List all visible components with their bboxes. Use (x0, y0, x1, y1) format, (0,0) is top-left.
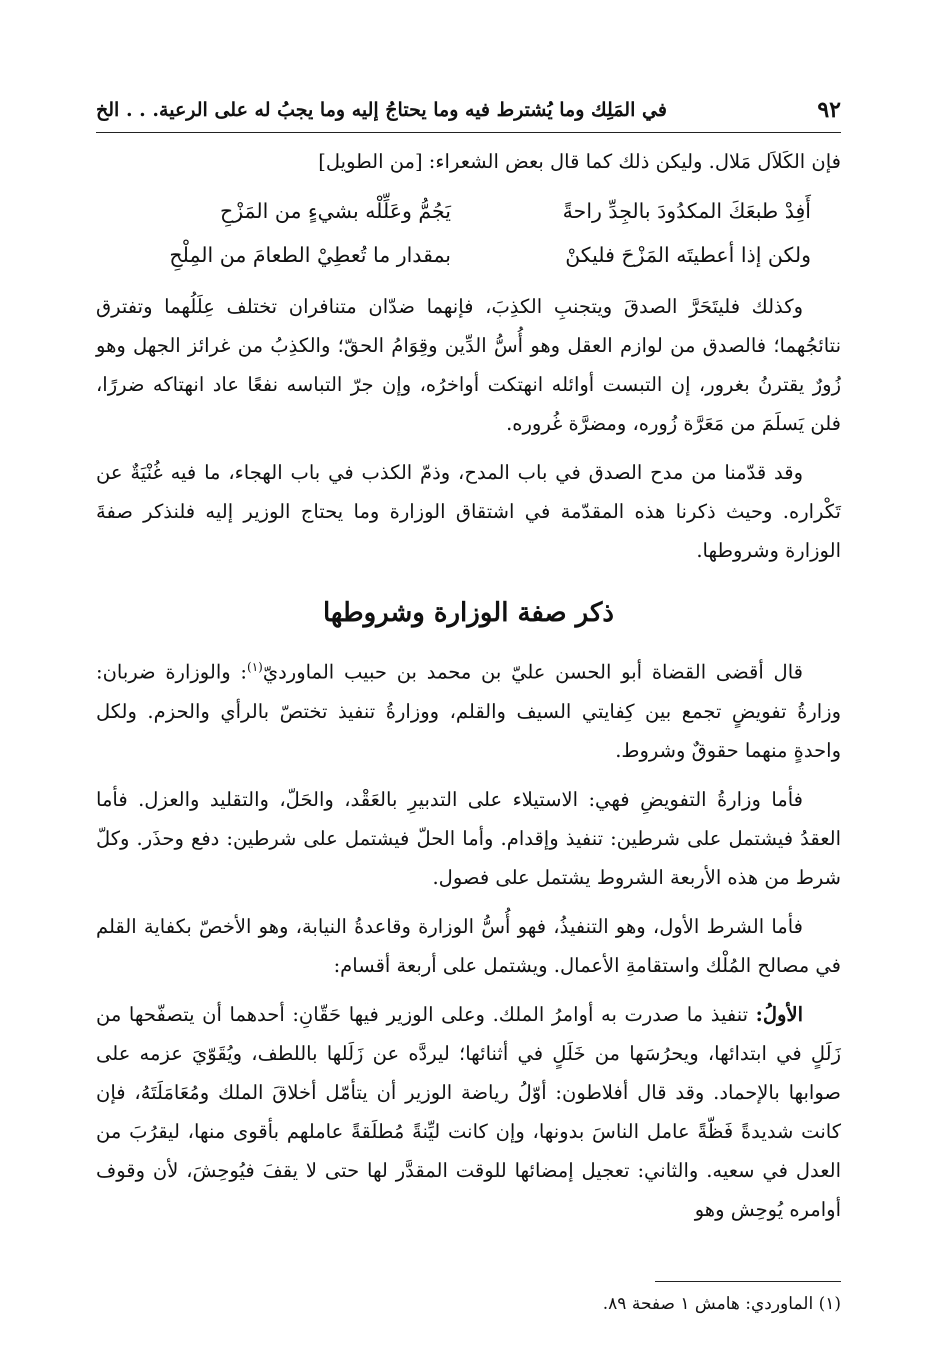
paragraph-lead: الأولُ: (755, 1002, 803, 1026)
paragraph-text: تنفيذ ما صدرت به أوامرُ الملك. وعلى الوزير فيها حَقّانِ: أحدهما أن يتصفّحها من زَلَلٍ في ابتدائها، ويحرُسَها من خَلَلٍ في أثنائها؛ ليردَّه عن زَلَلها باللطف، ويُقَوّيَ عزمه على صوابها بالإحماد. وقد قال أفلاطون: أوّلُ رياضة الوزير أن يتأمّل أخلاقَ الملك ومُعَامَلَتَهُ، فإن كانت شديدةً فَظّةً عامل الناسَ بدونها، وإن كانت ليِّنةً مُطلَقةً عاملهم بأقوى منها، ليقرُبَ من العدل في سعيه. والثاني: تعجيل إمضائها للوقت المقدَّر لها حتى لا يقفَ فيُوحِشَ، لأن وقوف أوامره يُوحِش وهو (96, 1002, 841, 1221)
header-title: في المَلِك وما يُشترط فيه وما يحتاجُ إليه وما يجبُ له على الرعية. . . الخ (96, 99, 667, 121)
paragraph-text: قال أقضى القضاة أبو الحسن عليّ بن محمد بن حبيب الماورديّ (262, 660, 803, 684)
paragraph-text: : والوزارة ضربان: وزارةُ تفويضٍ تجمع بين كِفايتي السيف والقلم، ووزارةُ تنفيذ تختصّ بالرأي والحزم. ولكل واحدةٍ منهما حقوقٌ وشروط. (96, 660, 841, 762)
intro-line (96, 142, 841, 181)
poem (96, 189, 841, 277)
running-header (96, 88, 841, 132)
paragraph: فأما وزارةُ التفويضِ فهي: الاستيلاء على التدبيرِ بالعَقْد، والحَلّ، والتقليد والعزل. فأما العقدُ فيشتمل على شرطين: تنفيذ وإقدام. وأما الحلّ فيشتمل على شرطين: دفع وحذَر. وكلّ شرط من هذه الأربعة الشروط يشتمل على فصول. (96, 787, 841, 889)
verse-first-hemistich: أَفِدْ طبعَكَ المكدُودَ بالجِدِّ راحةً (562, 199, 811, 223)
verse-line (96, 233, 811, 277)
page-body (96, 142, 841, 1229)
paragraph: وكذلك فليتَحَرَّ الصدقَ ويتجنبِ الكذِبَ، فإنهما ضدّان متنافران تختلف عِلَلُهما وتفترق نتائجُهما؛ فالصدق من لوازم العقل وهو أُسُّ الدِّين وقِوَامُ الحقّ؛ والكذِبُ من غرائز الجهل وهو زُورٌ يقترنُ بغرور، إن التبست أوائله انهتكت أواخرُه، وإن جرّ التباسه نفعًا عاد انهتاكه ضررًا، فلن يَسلَمَ من مَعَرَّة زُوره، ومضرَّة غُروره. (96, 295, 841, 435)
verse-line (96, 189, 811, 233)
verse-first-hemistich: ولكن إذا أعطيتَه المَزْحَ فليكنْ (565, 243, 811, 267)
paragraph (96, 995, 841, 1229)
paragraph: فأما الشرط الأول، وهو التنفيذُ، فهو أُسُّ الوزارة وقاعدةُ النيابة، وهو الأخصّ بكفاية القلم في مصالح المُلْك واستقامةِ الأعمال. ويشتمل على أربعة أقسام: (96, 914, 841, 977)
poetic-meter: [من الطويل] (318, 150, 423, 173)
footnote-reference[interactable]: (١) (247, 660, 263, 674)
header-divider (96, 132, 841, 133)
section-heading: ذكر صفة الوزارة وشروطها (322, 598, 614, 628)
verse-second-hemistich: بمقدار ما تُعطِيْ الطعامَ من المِلْحِ (169, 243, 451, 267)
verse-second-hemistich: يَجُمُّ وعَلِّلْه بشيءٍ من المَزْحِ (220, 199, 451, 223)
footnote: (١) الماوردي: هامش ١ صفحة ٨٩. (602, 1294, 841, 1314)
footnote-divider (655, 1281, 841, 1282)
paragraph: وقد قدّمنا من مدح الصدق في باب المدح، وذمّ الكذب في باب الهجاء، ما فيه غُنْيَةٌ عن تَكْراره. وحيث ذكرنا هذه المقدّمة في اشتقاق الوزارة وما يحتاج الوزير إليه فلنذكر صفةَ الوزارة وشروطها. (96, 461, 841, 562)
paragraph (96, 648, 841, 770)
intro-text: فإن الكَلاَل مَلال. وليكن ذلك كما قال بعض الشعراء: (428, 150, 841, 173)
page-number: ٩٢ (817, 97, 841, 123)
